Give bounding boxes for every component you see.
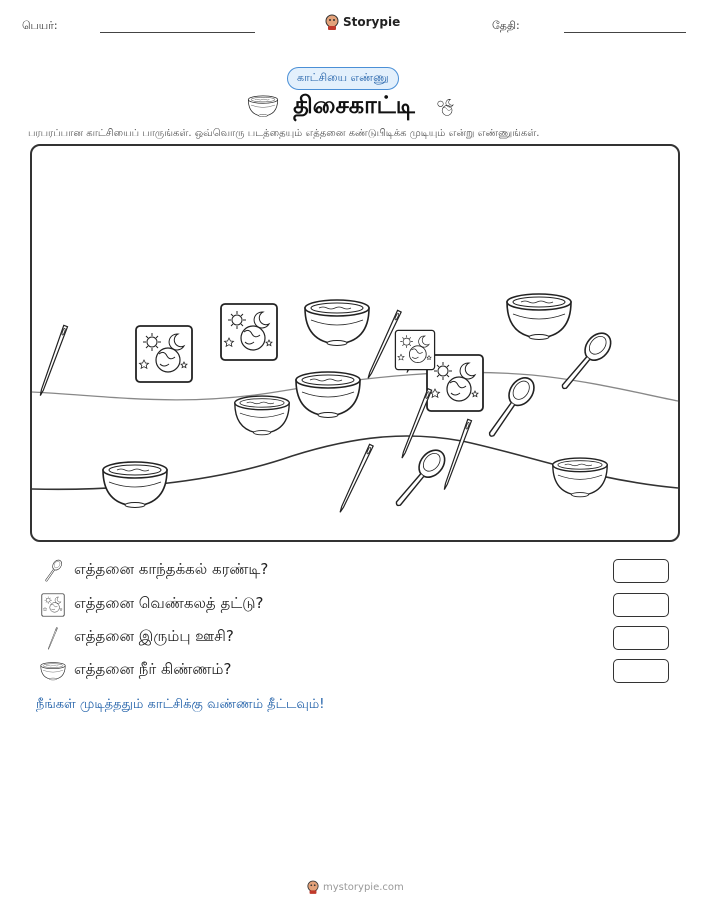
brand-name: Storypie [343, 15, 401, 29]
question-text: எத்தனை இரும்பு ஊசி? [74, 627, 234, 645]
spoon-icon [40, 558, 66, 584]
bowl [553, 458, 607, 497]
coloring-note: நீங்கள் முடித்ததும் காட்சிக்கு வண்ணம் தீட்டவும்! [36, 697, 325, 712]
date-label: தேதி: [492, 19, 520, 32]
answer-box[interactable] [613, 626, 669, 650]
storypie-logo [325, 14, 400, 30]
storypie-mascot-icon [325, 14, 339, 30]
question-text: எத்தனை காந்தக்கல் கரண்டி? [74, 560, 269, 578]
question-row [40, 658, 672, 684]
spoon [555, 328, 616, 395]
page-title: திசைகாட்டி [293, 90, 415, 119]
title-row [230, 90, 480, 122]
plate-icon [41, 593, 65, 617]
needle [38, 325, 67, 396]
question-row [40, 625, 672, 651]
question-text: எத்தனை நீர் கிண்ணம்? [74, 660, 232, 678]
plate [427, 355, 483, 411]
site-footer[interactable] [307, 880, 404, 894]
bowl [507, 294, 571, 340]
question-text: எத்தனை வெண்கலத் தட்டு? [74, 594, 264, 612]
spoon [389, 445, 450, 512]
date-line[interactable] [564, 32, 686, 33]
needle [338, 444, 373, 513]
spoon [481, 373, 539, 442]
scene-illustration [32, 146, 678, 540]
plate [395, 330, 434, 369]
needle [400, 389, 431, 459]
name-line[interactable] [100, 32, 255, 33]
answer-box[interactable] [613, 659, 669, 683]
name-label: பெயர்: [22, 19, 58, 32]
bowl [296, 372, 360, 418]
needle [442, 419, 471, 490]
bowl [305, 300, 369, 346]
storypie-mascot-icon [307, 880, 319, 894]
sun-moon-earth-icon [429, 95, 463, 117]
needle-icon [41, 625, 65, 651]
scene-frame [30, 144, 680, 542]
plate [221, 304, 277, 360]
question-row [40, 592, 672, 618]
bowl-icon [40, 661, 66, 681]
bowl [235, 396, 289, 435]
bowl-icon [247, 95, 279, 117]
instructions: பரபரப்பான காட்சியைப் பாருங்கள். ஒவ்வொரு படத்தையும் எத்தனை கண்டுபிடிக்க முடியும் என்று எண்ணுங்கள். [28, 128, 540, 139]
answer-box[interactable] [613, 559, 669, 583]
bowl [103, 462, 167, 508]
plate [136, 326, 192, 382]
answer-box[interactable] [613, 593, 669, 617]
activity-badge: காட்சியை எண்ணு [287, 67, 399, 90]
site-url: mystorypie.com [323, 881, 404, 893]
question-row [40, 558, 672, 584]
